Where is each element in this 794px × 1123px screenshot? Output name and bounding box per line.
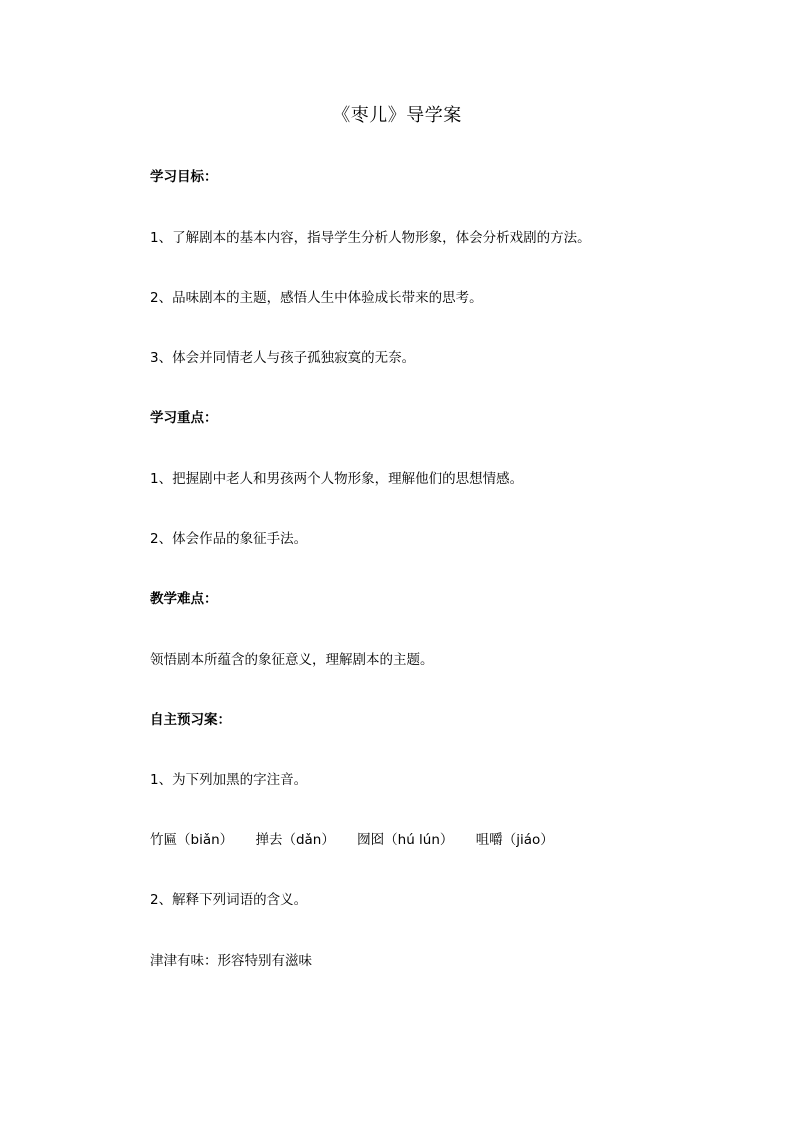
pinyin-item: 咀嚼（jiáo） — [475, 832, 554, 848]
objective-item-1: 1、了解剧本的基本内容，指导学生分析人物形象，体会分析戏剧的方法。 — [150, 230, 591, 246]
pinyin-item: 掸去（dǎn） — [255, 832, 335, 848]
key-point-item-2: 2、体会作品的象征手法。 — [150, 531, 308, 547]
objective-item-3: 3、体会并同情老人与孩子孤独寂寞的无奈。 — [150, 350, 416, 366]
preview-heading: 自主预习案： — [150, 712, 231, 728]
objectives-heading: 学习目标： — [150, 169, 218, 185]
key-points-heading: 学习重点： — [150, 410, 218, 426]
pinyin-item: 囫囵（hú lún） — [357, 832, 454, 848]
definition-text: 津津有味：形容特别有滋味 — [150, 953, 312, 969]
pinyin-row — [150, 830, 572, 850]
preview-question-2: 2、解释下列词语的含义。 — [150, 892, 308, 908]
objective-item-2: 2、品味剧本的主题，感悟人生中体验成长带来的思考。 — [150, 290, 483, 306]
difficulties-text: 领悟剧本所蕴含的象征意义，理解剧本的主题。 — [150, 652, 434, 668]
preview-question-1: 1、为下列加黑的字注音。 — [150, 772, 308, 788]
page-title: 《枣儿》导学案 — [332, 105, 462, 126]
difficulties-heading: 教学难点： — [150, 591, 218, 607]
pinyin-item: 竹匾（biǎn） — [150, 832, 234, 848]
key-point-item-1: 1、把握剧中老人和男孩两个人物形象，理解他们的思想情感。 — [150, 471, 524, 487]
